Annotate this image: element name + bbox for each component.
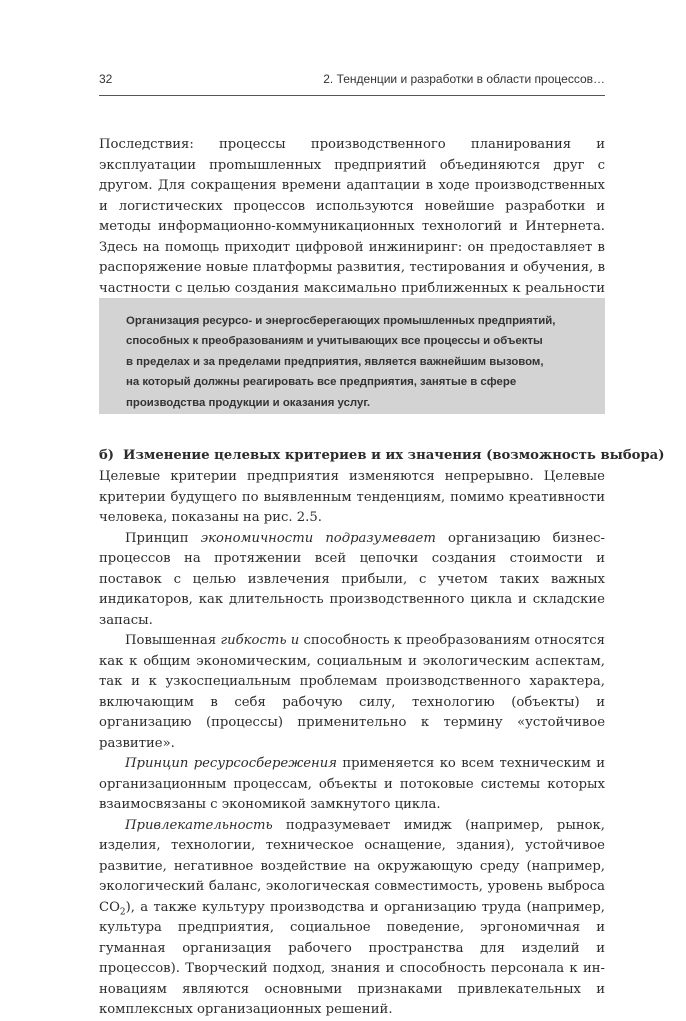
paragraph-resource-saving bbox=[99, 754, 605, 816]
co2-subscript: 2 bbox=[119, 907, 126, 918]
chapter-title: 2. Тенденции и разработки в области процессов… bbox=[323, 72, 605, 86]
body-text bbox=[99, 467, 605, 1021]
callout-line: в пределах и за пределами предприятия, является важнейшим вызовом, bbox=[126, 355, 544, 368]
section-heading bbox=[99, 446, 665, 466]
callout-line: производства продукции и оказания услуг. bbox=[126, 396, 371, 409]
section-title: Изменение целевых критериев и их значения (возможность выбора) bbox=[123, 448, 665, 463]
paragraph-lead: Повышенная bbox=[125, 633, 221, 648]
italic-term: Принцип ресурсосбережения bbox=[125, 756, 337, 771]
page-number: 32 bbox=[99, 72, 113, 86]
paragraph-flexibility bbox=[99, 631, 605, 754]
highlight-callout-box bbox=[99, 298, 605, 414]
co2-formula: CO bbox=[99, 899, 120, 915]
consequences-paragraph bbox=[99, 135, 605, 320]
italic-term: гибкость и bbox=[220, 633, 300, 648]
paragraph-rest: способность к преобразованиям относятся как к общим экономическим, социальным и экологическим аспектам, так и к узкоспециальным проблемам производственного характера, включающим в себя рабочую силу, технологию (объекты) и организацию (процессы) применительно к термину «устойчивое развитие». bbox=[99, 633, 605, 751]
paragraph-rest: ), а также культуру производства и организацию труда (например, культура предприятия, социальное поведение, эргономичная и гуманная организация рабочего пространства для изделий и процессов). Творческий подход, знания и способность персонала к инновациям являются основными признаками привлекательных и комплексных организационных решений. bbox=[99, 899, 605, 1017]
callout-line: способных к преобразованиям и учитывающих все процессы и объекты bbox=[126, 335, 543, 348]
running-head bbox=[99, 72, 605, 92]
header-divider bbox=[99, 95, 605, 96]
paragraph-attractiveness bbox=[99, 816, 605, 1021]
paragraph-rest: организацию бизнес-процессов на протяжении всей цепочки создания стоимости и поставок с целью извлечения прибыли, с учетом таких важных индикаторов, как длительность производственного цикла и складские запасы. bbox=[99, 530, 605, 628]
callout-line: Организация ресурсо- и энергосберегающих промышленных предприятий, bbox=[126, 315, 556, 327]
paragraph-rest: применяется ко всем техническим и организационным процессам, объекты и потоковые системы которых взаимосвязаны с экономикой замкнутого цикла. bbox=[99, 756, 605, 812]
italic-term: экономичности подразумевает bbox=[200, 530, 436, 546]
italic-term: Привлекательность bbox=[125, 817, 273, 833]
section-marker: б) bbox=[99, 448, 115, 463]
consequences-text: Последствия: процессы производственного планирования и эксплуатации проmышленных предприятий объединяются друг с другом. Для сокращения времени адаптации в ходе производственных и логистических процессов используются новейшие разработки и методы информационно-коммуникационных технологий и Интернета. Здесь на помощь приходит цифровой инжиниринг: он предоставляет в распоряжение новые платформы развития, тестирования и обучения, в частности с целью создания максимально приближенных к реальности bbox=[99, 137, 605, 296]
paragraph-economy bbox=[99, 529, 605, 632]
paragraph-target-criteria: Целевые критерии предприятия изменяются непрерывно. Целевые критерии будущего по выявленным тенденциям, помимо креативности человека, показаны на рис. 2.5. bbox=[99, 469, 605, 525]
paragraph-lead: Принцип bbox=[125, 530, 201, 546]
paragraph-text: подразумевает имидж (например, рынок, изделия, технологии, техническое оснащение, здания), устойчивое развитие, негативное воздействие на окружающую среду (например, экологический баланс, экологическая совместимость, уровень выброса bbox=[99, 817, 605, 894]
callout-line: на который должны реагировать все предприятия, занятые в сфере bbox=[126, 376, 517, 389]
